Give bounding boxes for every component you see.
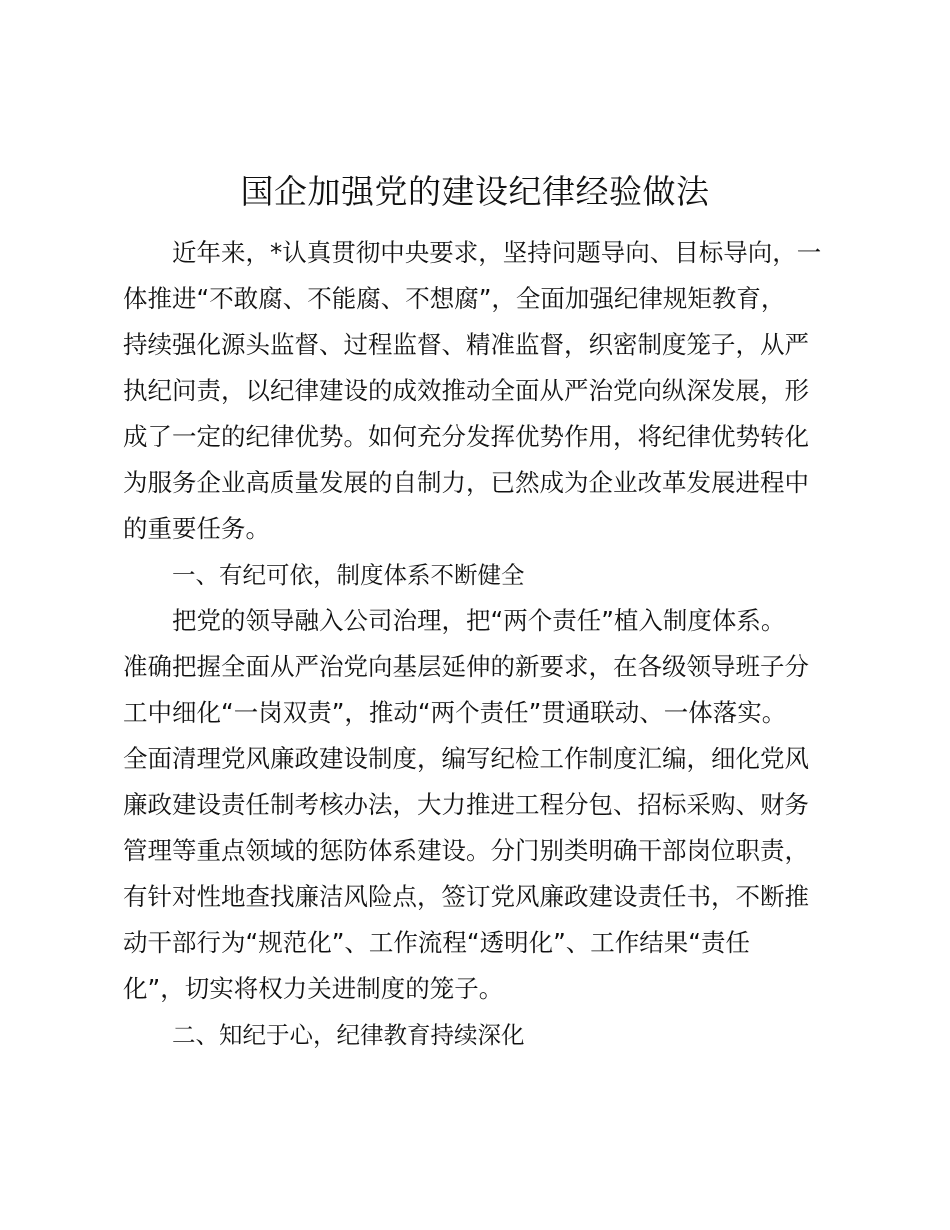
paragraph-line: 持续强化源头监督、过程监督、精准监督，织密制度笼子，从严 xyxy=(123,330,809,359)
paragraph-line: 体推进“不敢腐、不能腐、不想腐”，全面加强纪律规矩教育， xyxy=(123,284,786,313)
paragraph-line: 全面清理党风廉政建设制度，编写纪检工作制度汇编，细化党风 xyxy=(123,744,809,773)
paragraph-section-1 xyxy=(123,598,828,1012)
section-heading-1: 一、有纪可依，制度体系不断健全 xyxy=(172,561,525,589)
paragraph-line: 工中细化“一岗双责”，推动“两个责任”贯通联动、一体落实。 xyxy=(123,698,787,727)
paragraph-line: 管理等重点领域的惩防体系建设。分门别类明确干部岗位职责， xyxy=(123,836,809,865)
paragraph-line: 有针对性地查找廉洁风险点，签订党风廉政建设责任书，不断推 xyxy=(123,882,809,911)
section-heading-2: 二、知纪于心，纪律教育持续深化 xyxy=(172,1021,525,1049)
paragraph-line: 成了一定的纪律优势。如何充分发挥优势作用，将纪律优势转化 xyxy=(123,422,809,451)
paragraph-intro xyxy=(123,230,828,552)
paragraph-line: 为服务企业高质量发展的自制力，已然成为企业改革发展进程中 xyxy=(123,468,809,497)
paragraph-line: 的重要任务。 xyxy=(123,514,270,543)
paragraph-line: 准确把握全面从严治党向基层延伸的新要求，在各级领导班子分 xyxy=(123,652,809,681)
document-body xyxy=(123,230,828,1058)
paragraph-line: 廉政建设责任制考核办法，大力推进工程分包、招标采购、财务 xyxy=(123,790,809,819)
paragraph-line: 动干部行为“规范化”、工作流程“透明化”、工作结果“责任 xyxy=(123,928,750,957)
paragraph-line: 化”，切实将权力关进制度的笼子。 xyxy=(123,974,504,1003)
paragraph-line: 把党的领导融入公司治理，把“两个责任”植入制度体系。 xyxy=(172,606,786,635)
paragraph-line: 近年来，*认真贯彻中央要求，坚持问题导向、目标导向，一 xyxy=(172,238,822,267)
paragraph-line: 执纪问责，以纪律建设的成效推动全面从严治党向纵深发展，形 xyxy=(123,376,809,405)
document-title: 国企加强党的建设纪律经验做法 xyxy=(240,172,710,211)
